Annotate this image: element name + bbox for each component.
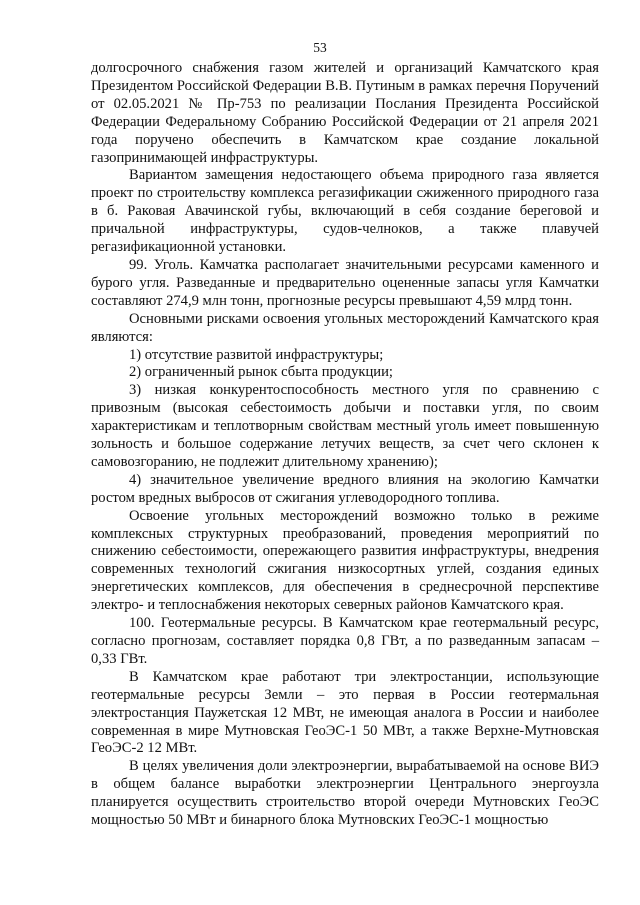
paragraph-coal-resources: 99. Уголь. Камчатка располагает значительными ресурсами каменного и бурого угля. Разведанные и предварительно оцененные запасы угля Камчатки составляют 274,9 млн тонн, прогнозные ресурсы превышают 4,59 млрд тонн. bbox=[91, 256, 599, 309]
list-item-limited-market: 2) ограниченный рынок сбыта продукции; bbox=[129, 364, 393, 381]
document-body bbox=[91, 60, 599, 830]
paragraph-lng-regasification: Вариантом замещения недостающего объема природного газа является проект по строительству комплекса регазификации сжиженного природного газа в б. Раковая Авачинской губы, включающий в себя создание береговой и причальной инфраструктуры, судов-челноков, а также плавучей регазификационной установки. bbox=[91, 167, 599, 256]
page-number: 53 bbox=[313, 40, 327, 55]
paragraph-coal-risks-intro: Основными рисками освоения угольных месторождений Камчатского края являются: bbox=[91, 310, 599, 345]
paragraph-geothermal-plants: В Камчатском крае работают три электростанции, использующие геотермальные ресурсы Земли – это первая в России геотермальная электростанция Паужетская 12 МВт, не имеющая аналога в России и наиболее современная в мире Мутновская ГеоЭС-1 50 МВт, а также Верхне-Мутновская ГеоЭС-2 12 МВт. bbox=[91, 668, 599, 757]
list-item-low-competitiveness: 3) низкая конкурентоспособность местного угля по сравнению с привозным (высокая себестоимость добычи и поставки угля, по своим характеристикам и теплотворным свойствам местный уголь имеет повышенную зольность и большое содержание летучих веществ, за счет чего склонен к самовозгоранию, не подлежит длительному хранению); bbox=[91, 382, 599, 470]
paragraph-coal-development: Освоение угольных месторождений возможно только в режиме комплексных структурных преобразований, проведения мероприятий по снижению себестоимости, опережающего развития инфраструктуры, внедрения современных технологий сжигания низкосортных углей, создания единых энергетических комплексов, для обеспечения в среднесрочной перспективе электро- и теплоснабжения некоторых северных районов Камчатского края. bbox=[91, 507, 599, 614]
paragraph-gas-supply-continuation: долгосрочного снабжения газом жителей и организаций Камчатского края Президентом Российской Федерации В.В. Путиным в рамках перечня Поручений от 02.05.2021 № Пр-753 по реализации Послания Президента Российской Федерации Федеральному Собранию Российской Федерации от 21 апреля 2021 года поручено обеспечить в Камчатском крае создание локальной газопринимающей инфраструктуры. bbox=[91, 60, 599, 166]
list-item-infrastructure: 1) отсутствие развитой инфраструктуры; bbox=[129, 346, 384, 363]
list-item-ecology-impact: 4) значительное увеличение вредного влияния на экологию Камчатки ростом вредных выбросов от сжигания углеводородного топлива. bbox=[91, 471, 599, 506]
paragraph-renewables-plans: В целях увеличения доли электроэнергии, вырабатываемой на основе ВИЭ в общем балансе выработки электроэнергии Центрального энергоузла планируется осуществить строительство второй очереди Мутновских ГеоЭС мощностью 50 МВт и бинарного блока Мутновских ГеоЭС-1 мощностью bbox=[91, 758, 599, 829]
paragraph-geothermal-resources: 100. Геотермальные ресурсы. В Камчатском крае геотермальный ресурс, согласно прогнозам, составляет порядка 0,8 ГВт, а по разведанным запасам – 0,33 ГВт. bbox=[91, 615, 599, 667]
